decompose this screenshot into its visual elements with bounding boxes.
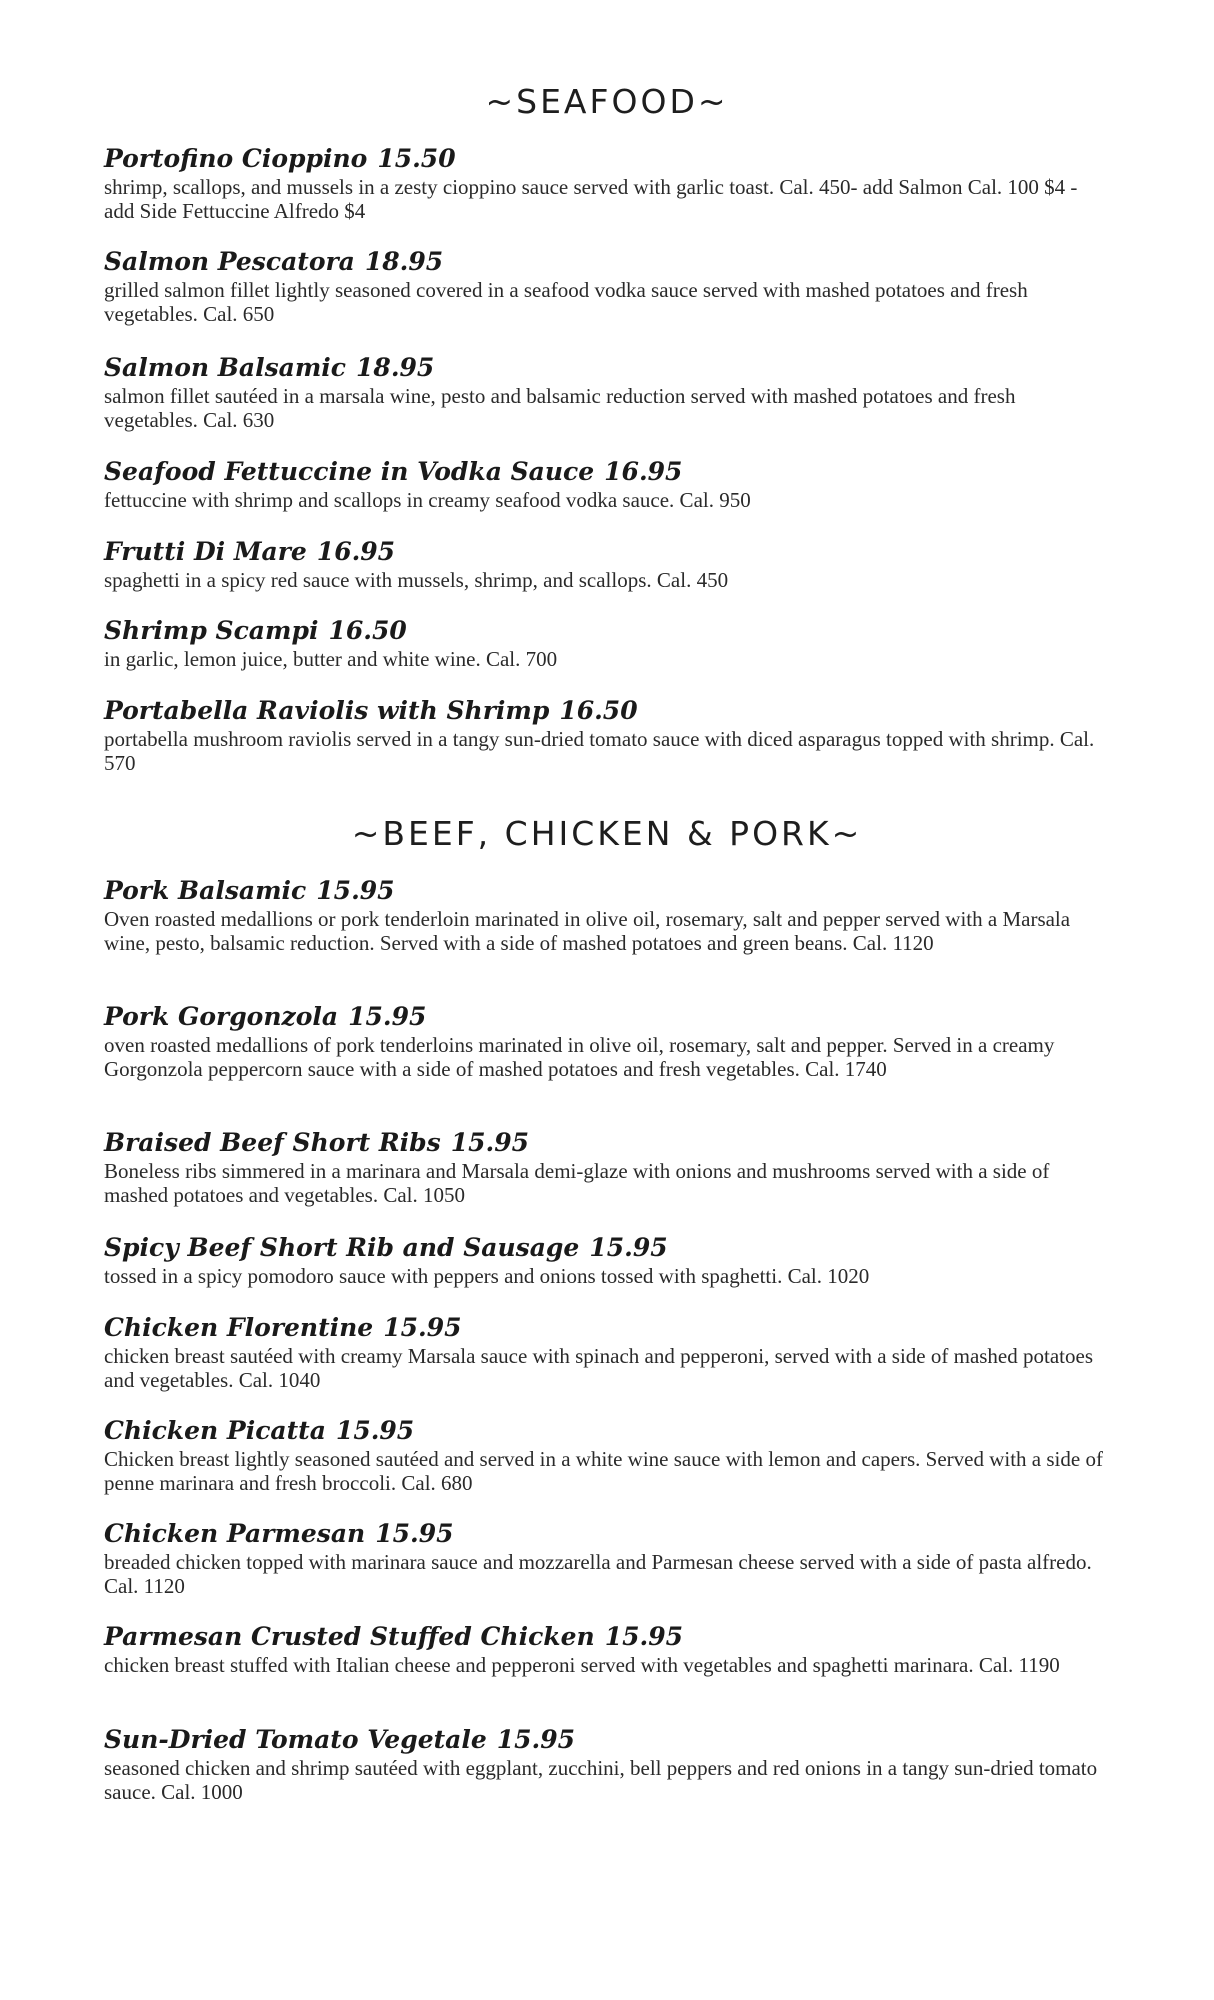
- menu-item-shrimp-scampi: [104, 616, 1104, 671]
- item-price: 15.95: [589, 1233, 668, 1262]
- item-description: tossed in a spicy pomodoro sauce with peppers and onions tossed with spaghetti. Cal. 1020: [104, 1264, 870, 1288]
- section-heading-seafood: ~SEAFOOD~: [485, 82, 729, 121]
- menu-item-chicken-parmesan: [104, 1519, 1104, 1598]
- menu-item-spicy-beef-short-rib-sausage: [104, 1233, 1104, 1288]
- item-price: 15.95: [604, 1622, 684, 1651]
- item-name: Pork Balsamic: [104, 876, 307, 905]
- item-price: 16.50: [559, 696, 638, 725]
- item-price: 16.95: [604, 457, 683, 486]
- item-description: salmon fillet sautéed in a marsala wine, pesto and balsamic reduction served with mashed potatoes and fresh vegetables. Cal. 630: [104, 384, 1016, 432]
- item-description: oven roasted medallions of pork tenderloins marinated in olive oil, rosemary, salt and pepper. Served in a creamy Gorgonzola peppercorn sauce with a side of mashed potatoes and fresh vegetables. Cal. 1740: [104, 1033, 1055, 1081]
- item-name: Chicken Parmesan: [104, 1519, 366, 1548]
- item-name: Spicy Beef Short Rib and Sausage: [104, 1233, 580, 1262]
- item-price: 15.95: [375, 1519, 454, 1548]
- item-description: chicken breast sautéed with creamy Marsala sauce with spinach and pepperoni, served with a side of mashed potatoes and vegetables. Cal. 1040: [104, 1344, 1093, 1392]
- item-name: Chicken Florentine: [104, 1313, 374, 1342]
- menu-item-portabella-raviolis: [104, 696, 1104, 775]
- item-name: Salmon Pescatora: [104, 247, 355, 276]
- menu-item-seafood-fettuccine: [104, 457, 1104, 512]
- menu-item-chicken-florentine: [104, 1313, 1104, 1392]
- item-title: [104, 1519, 1104, 1549]
- item-title: [104, 1313, 1104, 1343]
- item-title: [104, 876, 1104, 906]
- item-title: [104, 1128, 1104, 1158]
- item-description: chicken breast stuffed with Italian cheese and pepperoni served with vegetables and spaghetti marinara. Cal. 1190: [104, 1653, 1060, 1677]
- item-name: Parmesan Crusted Stuffed Chicken: [104, 1622, 595, 1651]
- menu-item-salmon-balsamic: [104, 353, 1104, 432]
- item-description: Boneless ribs simmered in a marinara and Marsala demi-glaze with onions and mushrooms served with a side of mashed potatoes and vegetables. Cal. 1050: [104, 1159, 1050, 1207]
- item-description: shrimp, scallops, and mussels in a zesty cioppino sauce served with garlic toast. Cal. 450- add Salmon Cal. 100 $4 - add Side Fettuccine Alfredo $4: [104, 175, 1078, 223]
- item-description: portabella mushroom raviolis served in a tangy sun-dried tomato sauce with diced asparagus topped with shrimp. Cal. 570: [104, 727, 1095, 775]
- item-name: Shrimp Scampi: [104, 616, 319, 645]
- item-description: fettuccine with shrimp and scallops in creamy seafood vodka sauce. Cal. 950: [104, 488, 751, 512]
- item-title: [104, 457, 1104, 487]
- item-name: Portofino Cioppino: [104, 144, 368, 173]
- item-name: Pork Gorgonzola: [104, 1002, 339, 1031]
- item-title: [104, 616, 1104, 646]
- item-description: breaded chicken topped with marinara sauce and mozzarella and Parmesan cheese served with a side of pasta alfredo. Cal. 1120: [104, 1550, 1092, 1598]
- item-name: Portabella Raviolis with Shrimp: [104, 696, 550, 725]
- item-title: [104, 1622, 1104, 1652]
- menu-item-braised-beef-short-ribs: [104, 1128, 1104, 1207]
- item-title: [104, 1002, 1104, 1032]
- section-heading-beef-chicken-pork: ~BEEF, CHICKEN & PORK~: [351, 814, 863, 853]
- item-price: 15.50: [377, 144, 456, 173]
- item-title: [104, 696, 1104, 726]
- item-price: 15.95: [316, 876, 395, 905]
- item-price: 18.95: [356, 353, 435, 382]
- item-title: [104, 1725, 1104, 1755]
- item-name: Seafood Fettuccine in Vodka Sauce: [104, 457, 595, 486]
- item-description: grilled salmon fillet lightly seasoned covered in a seafood vodka sauce served with mashed potatoes and fresh vegetables. Cal. 650: [104, 278, 1028, 326]
- item-description: spaghetti in a spicy red sauce with mussels, shrimp, and scallops. Cal. 450: [104, 568, 729, 592]
- item-description: seasoned chicken and shrimp sautéed with eggplant, zucchini, bell peppers and red onions in a tangy sun-dried tomato sauce. Cal. 1000: [104, 1756, 1098, 1804]
- item-description: Chicken breast lightly seasoned sautéed and served in a white wine sauce with lemon and capers. Served with a side of penne marinara and fresh broccoli. Cal. 680: [104, 1447, 1103, 1495]
- item-name: Chicken Picatta: [104, 1416, 326, 1445]
- item-title: [104, 1233, 1104, 1263]
- menu-item-frutti-di-mare: [104, 537, 1104, 592]
- item-description: in garlic, lemon juice, butter and white wine. Cal. 700: [104, 647, 558, 671]
- item-price: 16.50: [328, 616, 407, 645]
- item-price: 15.95: [450, 1128, 530, 1157]
- menu-item-sun-dried-tomato-vegetale: [104, 1725, 1104, 1804]
- menu-item-pork-gorgonzola: [104, 1002, 1104, 1081]
- item-description: Oven roasted medallions or pork tenderloin marinated in olive oil, rosemary, salt and pepper served with a Marsala wine, pesto, balsamic reduction. Served with a side of mashed potatoes and green beans. Cal. 1120: [104, 907, 1071, 955]
- menu-item-pork-balsamic: [104, 876, 1104, 955]
- item-price: 15.95: [496, 1725, 576, 1754]
- item-price: 18.95: [364, 247, 444, 276]
- item-price: 16.95: [316, 537, 396, 566]
- menu-item-chicken-picatta: [104, 1416, 1104, 1495]
- menu-item-portofino-cioppino: [104, 144, 1104, 223]
- item-price: 15.95: [335, 1416, 415, 1445]
- menu-item-salmon-pescatora: [104, 247, 1104, 326]
- item-title: [104, 144, 1104, 174]
- item-title: [104, 1416, 1104, 1446]
- item-name: Frutti Di Mare: [104, 537, 307, 566]
- item-name: Salmon Balsamic: [104, 353, 347, 382]
- item-title: [104, 537, 1104, 567]
- item-price: 15.95: [383, 1313, 462, 1342]
- item-title: [104, 353, 1104, 383]
- item-price: 15.95: [348, 1002, 427, 1031]
- item-name: Braised Beef Short Ribs: [104, 1128, 441, 1157]
- item-name: Sun-Dried Tomato Vegetale: [104, 1725, 487, 1754]
- menu-item-parmesan-crusted-stuffed-chicken: [104, 1622, 1104, 1677]
- item-title: [104, 247, 1104, 277]
